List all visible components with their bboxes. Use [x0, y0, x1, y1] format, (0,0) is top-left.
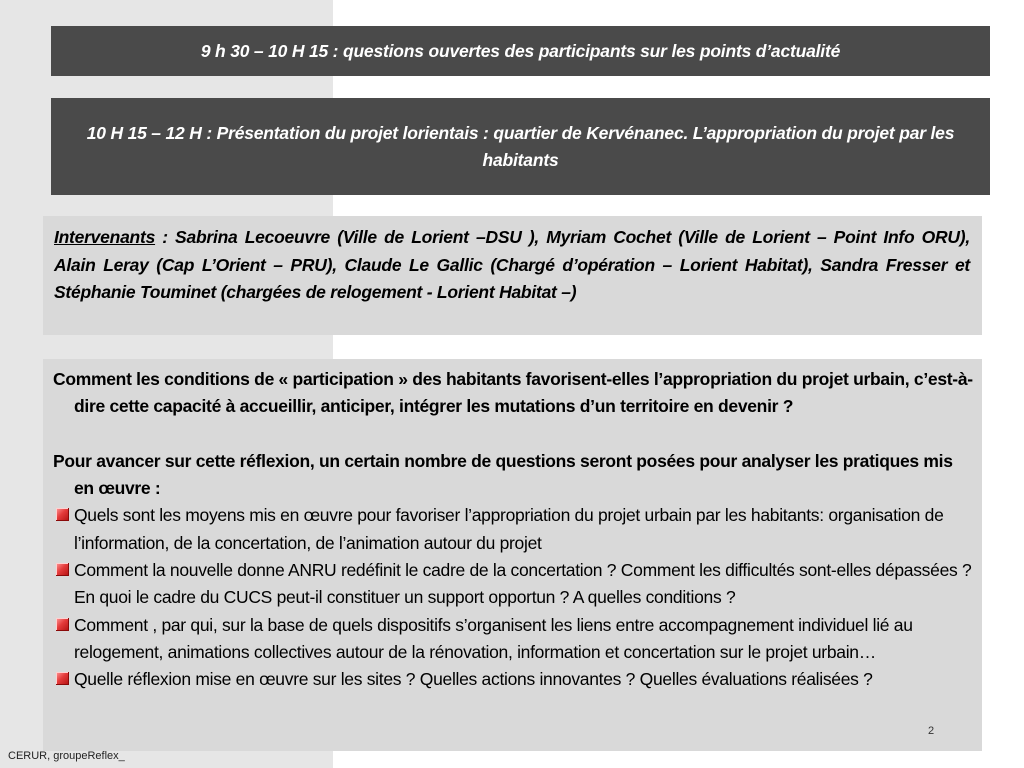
questions-list [53, 502, 974, 693]
speakers-text: : Sabrina Lecoeuvre (Ville de Lorient –DSU ), Myriam Cochet (Ville de Lorient – Point Info ORU), Alain Leray (Cap L’Orient – PRU), Claude Le Gallic (Chargé d’opération – Lorient Habitat), Sandra Fresser et Stéphanie Touminet (chargées de relogement - Lorient Habitat –) [54, 227, 970, 302]
list-item [53, 612, 974, 667]
list-item [53, 502, 974, 557]
list-item [53, 666, 974, 693]
list-item-text: Quels sont les moyens mis en œuvre pour favoriser l’appropriation du projet urbain par les habitants: organisation de l’information, de la concertation, de l’animation autour du projet [74, 505, 944, 553]
list-item-text: Comment , par qui, sur la base de quels dispositifs s’organisent les liens entre accompagnement individuel lié au relogement, animations collectives autour de la rénovation, information et concertation sur le projet urbain… [74, 614, 913, 662]
speakers-box [43, 216, 982, 335]
page-number: 2 [928, 725, 935, 737]
footer-credit: CERUR, groupeReflex_ [8, 750, 125, 762]
list-item [53, 557, 974, 612]
red-square-bullet-icon [56, 508, 69, 521]
schedule-banner-second [51, 98, 990, 195]
speakers-label: Intervenants [54, 227, 156, 247]
schedule-banner-second-text: 10 H 15 – 12 H : Présentation du projet lorientais : quartier de Kervénanec. L’appropriation du projet par les habitants [86, 122, 955, 170]
red-square-bullet-icon [56, 672, 69, 685]
list-item-text: Comment la nouvelle donne ANRU redéfinit le cadre de la concertation ? Comment les difficultés sont-elles dépassées ? En quoi le cadre du CUCS peut-il constituer un support opportun ? A quelles conditions ? [74, 560, 972, 608]
schedule-banner-first [51, 26, 990, 76]
red-square-bullet-icon [56, 563, 69, 576]
questions-lead: Pour avancer sur cette réflexion, un certain nombre de questions seront posées pour analyser les pratiques mis en œuvre : [53, 450, 953, 499]
paragraph-spacer [53, 421, 974, 448]
list-item-text: Quelle réflexion mise en œuvre sur les sites ? Quelles actions innovantes ? Quelles évaluations réalisées ? [74, 669, 873, 690]
red-square-bullet-icon [56, 618, 69, 631]
questions-box [43, 359, 982, 751]
questions-intro: Comment les conditions de « participation » des habitants favorisent-elles l’appropriation du projet urbain, c’est-à-dire cette capacité à accueillir, anticiper, intégrer les mutations d’un territoire en devenir ? [53, 369, 973, 417]
schedule-banner-first-text: 9 h 30 – 10 H 15 : questions ouvertes des participants sur les points d’actualité [200, 40, 841, 61]
